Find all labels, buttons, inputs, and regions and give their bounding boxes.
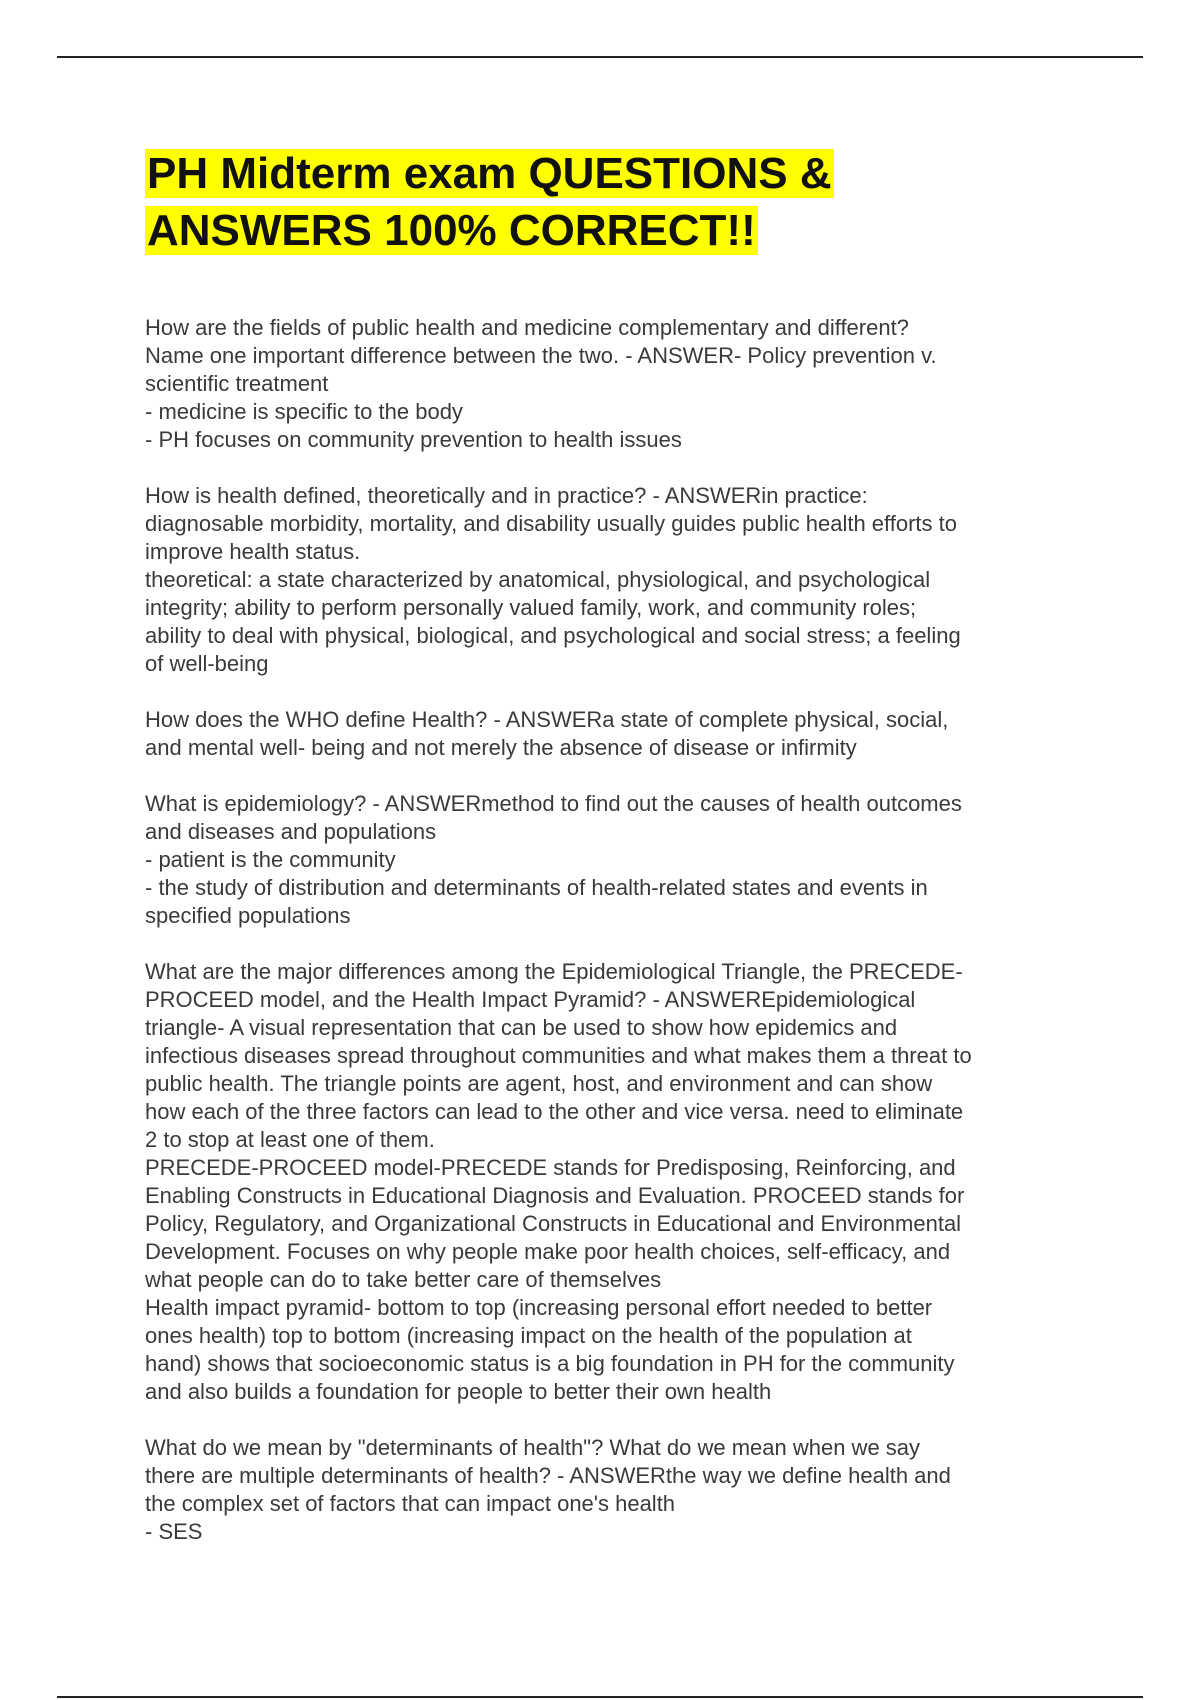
qa-line: triangle- A visual representation that can be used to show how epidemics and — [145, 1015, 898, 1040]
qa-line: specified populations — [145, 903, 351, 928]
qa-line: infectious diseases spread throughout communities and what makes them a threat to — [145, 1043, 972, 1068]
title-line-2: ANSWERS 100% CORRECT!! — [147, 206, 756, 255]
qa-line: scientific treatment — [145, 371, 329, 396]
qa-line: there are multiple determinants of health? - ANSWERthe way we define health and — [145, 1463, 951, 1488]
document-title — [145, 145, 1075, 259]
qa-line: public health. The triangle points are agent, host, and environment and can show — [145, 1071, 933, 1096]
qa-line: Name one important difference between the two. - ANSWER- Policy prevention v. — [145, 343, 937, 368]
qa-line: PROCEED model, and the Health Impact Pyramid? - ANSWEREpidemiological — [145, 987, 916, 1012]
qa-line: What is epidemiology? - ANSWERmethod to find out the causes of health outcomes — [145, 791, 962, 816]
qa-line: What are the major differences among the Epidemiological Triangle, the PRECEDE- — [145, 959, 963, 984]
qa-line: PRECEDE-PROCEED model-PRECEDE stands for Predisposing, Reinforcing, and — [145, 1155, 956, 1180]
qa-item — [145, 482, 1075, 678]
qa-line: improve health status. — [145, 539, 361, 564]
qa-line: and mental well- being and not merely the absence of disease or infirmity — [145, 735, 857, 760]
qa-item — [145, 1434, 1075, 1546]
qa-line: - patient is the community — [145, 847, 396, 872]
qa-line: Policy, Regulatory, and Organizational Constructs in Educational and Environmental — [145, 1211, 962, 1236]
qa-line: 2 to stop at least one of them. — [145, 1127, 435, 1152]
document-body — [145, 145, 1075, 1574]
title-line-1: PH Midterm exam QUESTIONS & — [147, 149, 832, 198]
qa-item — [145, 790, 1075, 930]
qa-line: - the study of distribution and determinants of health-related states and events in — [145, 875, 928, 900]
qa-line: the complex set of factors that can impact one's health — [145, 1491, 676, 1516]
qa-line: How is health defined, theoretically and in practice? - ANSWERin practice: — [145, 483, 868, 508]
qa-list — [145, 314, 1075, 1546]
qa-line: How does the WHO define Health? - ANSWERa state of complete physical, social, — [145, 707, 949, 732]
qa-item — [145, 314, 1075, 454]
qa-line: and also builds a foundation for people to better their own health — [145, 1379, 772, 1404]
bottom-divider — [57, 1696, 1143, 1698]
qa-item — [145, 958, 1075, 1406]
qa-line: Health impact pyramid- bottom to top (increasing personal effort needed to better — [145, 1295, 933, 1320]
qa-line: theoretical: a state characterized by anatomical, physiological, and psychological — [145, 567, 931, 592]
qa-line: diagnosable morbidity, mortality, and disability usually guides public health efforts to — [145, 511, 958, 536]
qa-line: of well-being — [145, 651, 269, 676]
qa-line: How are the fields of public health and medicine complementary and different? — [145, 315, 909, 340]
qa-line: - medicine is specific to the body — [145, 399, 463, 424]
qa-item — [145, 706, 1075, 762]
qa-line: What do we mean by "determinants of health"? What do we mean when we say — [145, 1435, 921, 1460]
qa-line: - SES — [145, 1519, 203, 1544]
qa-line: how each of the three factors can lead to the other and vice versa. need to eliminate — [145, 1099, 964, 1124]
qa-line: Enabling Constructs in Educational Diagnosis and Evaluation. PROCEED stands for — [145, 1183, 965, 1208]
qa-line: ones health) top to bottom (increasing impact on the health of the population at — [145, 1323, 912, 1348]
qa-line: - PH focuses on community prevention to health issues — [145, 427, 682, 452]
qa-line: ability to deal with physical, biological, and psychological and social stress; a feeling — [145, 623, 961, 648]
qa-line: what people can do to take better care of themselves — [145, 1267, 662, 1292]
qa-line: integrity; ability to perform personally valued family, work, and community roles; — [145, 595, 917, 620]
top-divider — [57, 56, 1143, 58]
qa-line: and diseases and populations — [145, 819, 437, 844]
qa-line: hand) shows that socioeconomic status is a big foundation in PH for the community — [145, 1351, 955, 1376]
qa-line: Development. Focuses on why people make poor health choices, self-efficacy, and — [145, 1239, 951, 1264]
